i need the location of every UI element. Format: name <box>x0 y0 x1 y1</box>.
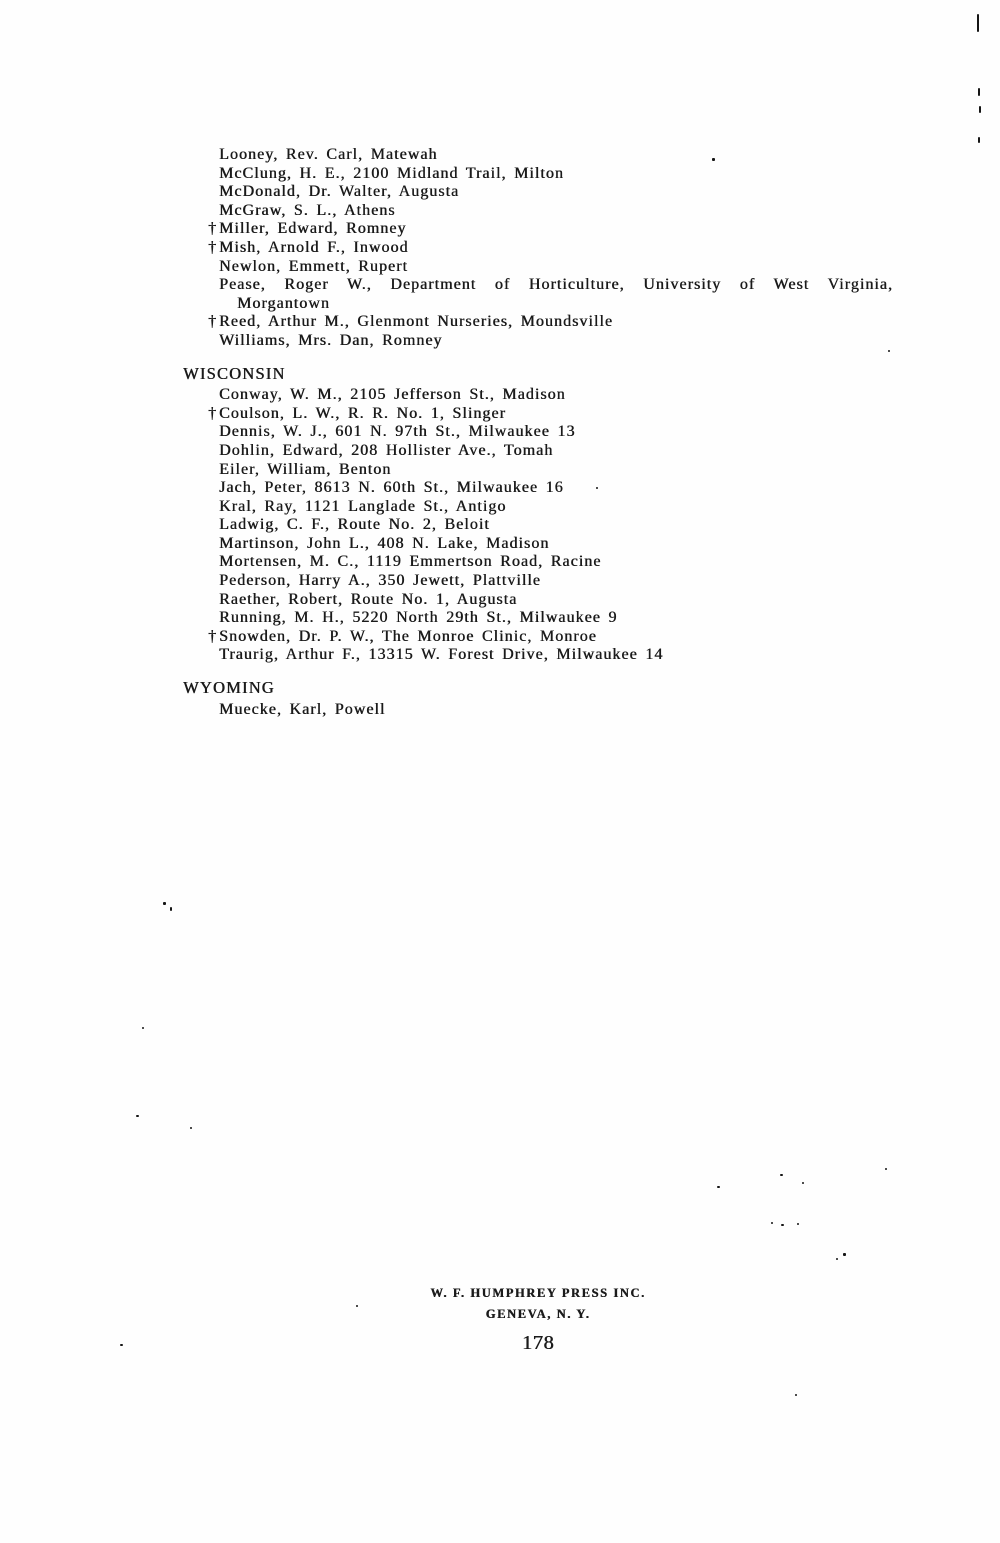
dagger-mark: † <box>208 313 218 331</box>
entry-text: Martinson, John L., 408 N. Lake, Madison <box>219 534 550 552</box>
scan-speck <box>170 907 172 911</box>
directory-entry <box>208 627 897 647</box>
directory-entry <box>219 479 897 498</box>
entry-continuation: Morgantown <box>237 294 330 312</box>
entry-text: Conway, W. M., 2105 Jefferson St., Madison <box>219 386 566 404</box>
directory-entry <box>219 461 897 480</box>
scan-speck <box>797 1223 799 1225</box>
scan-speck <box>978 137 980 143</box>
entry-text: Traurig, Arthur F., 13315 W. Forest Drive, Milwaukee 14 <box>219 646 664 664</box>
imprint <box>183 1286 893 1321</box>
scan-speck <box>978 88 980 96</box>
entry-text: Dohlin, Edward, 208 Hollister Ave., Tomah <box>219 441 554 459</box>
dagger-mark: † <box>208 404 218 422</box>
scan-speck <box>795 1394 797 1396</box>
directory-entry <box>219 332 897 351</box>
entry-text: Jach, Peter, 8613 N. 60th St., Milwaukee 16 <box>219 479 564 497</box>
scan-speck <box>836 1258 838 1260</box>
entry-text: Pederson, Harry A., 350 Jewett, Plattville <box>219 572 541 590</box>
directory-entry <box>219 442 897 461</box>
directory-entry <box>219 165 897 184</box>
directory-entry <box>219 535 897 554</box>
dagger-mark: † <box>208 238 218 256</box>
entry-text: Raether, Robert, Route No. 1, Augusta <box>219 590 518 608</box>
section-header: WYOMING <box>183 678 275 698</box>
entry-text: Coulson, L. W., R. R. No. 1, Slinger <box>219 404 506 422</box>
entry-text: McClung, H. E., 2100 Midland Trail, Milton <box>219 164 564 182</box>
scan-speck <box>802 1182 804 1184</box>
scan-speck <box>717 1186 720 1188</box>
directory-entry <box>219 498 897 517</box>
scan-speck <box>771 1222 773 1224</box>
directory-entry <box>219 183 897 202</box>
scan-speck <box>979 106 981 113</box>
entry-text: Snowden, Dr. P. W., The Monroe Clinic, Monroe <box>219 627 597 645</box>
directory-entry <box>219 572 897 591</box>
directory-entry <box>208 220 897 239</box>
directory-entry <box>219 646 897 665</box>
entry-text: Ladwig, C. F., Route No. 2, Beloit <box>219 516 490 534</box>
entry-text: Mish, Arnold F., Inwood <box>219 238 409 256</box>
entry-text: Dennis, W. J., 601 N. 97th St., Milwaukee 13 <box>219 423 576 441</box>
directory-entry <box>219 516 897 535</box>
entry-text: McGraw, S. L., Athens <box>219 201 396 219</box>
scan-speck <box>843 1253 846 1256</box>
entry-text: Pease, Roger W., Department of Horticulture, University of West Virginia, <box>219 276 893 294</box>
dagger-mark: † <box>208 627 218 645</box>
directory-entry <box>208 238 897 258</box>
scan-speck <box>356 1305 358 1307</box>
entry-text: Mortensen, M. C., 1119 Emmertson Road, Racine <box>219 553 602 571</box>
entry-text: Kral, Ray, 1121 Langlade St., Antigo <box>219 497 507 515</box>
scan-speck <box>596 487 598 489</box>
scan-speck <box>712 158 715 161</box>
entry-text: Eiler, William, Benton <box>219 460 392 478</box>
imprint-location: GENEVA, N. Y. <box>485 1307 591 1321</box>
page-number: 178 <box>521 1332 555 1354</box>
scan-speck <box>780 1174 783 1176</box>
dagger-mark: † <box>208 220 218 238</box>
directory-entry <box>208 404 897 424</box>
directory-entry <box>219 386 897 405</box>
directory <box>183 146 897 719</box>
directory-entry <box>219 146 897 165</box>
directory-entry <box>208 313 897 332</box>
scan-speck <box>885 1168 887 1170</box>
scan-speck <box>136 1115 139 1117</box>
directory-entry <box>219 591 897 610</box>
directory-entry <box>219 701 897 720</box>
section-header: WISCONSIN <box>183 363 286 383</box>
imprint-publisher: W. F. HUMPHREY PRESS INC. <box>430 1286 646 1300</box>
entry-text: Miller, Edward, Romney <box>219 220 407 238</box>
scan-speck <box>781 1224 784 1226</box>
entry-text: Williams, Mrs. Dan, Romney <box>219 331 443 349</box>
entry-text: Reed, Arthur M., Glenmont Nurseries, Moundsville <box>219 313 613 331</box>
entry-text: Looney, Rev. Carl, Matewah <box>219 146 438 163</box>
scan-speck <box>120 1344 123 1346</box>
scan-speck <box>977 14 979 32</box>
scan-speck <box>163 902 166 905</box>
scan-speck <box>190 1127 192 1129</box>
entry-text: Newlon, Emmett, Rupert <box>219 257 408 275</box>
scan-speck <box>888 350 890 352</box>
directory-entry <box>219 202 897 221</box>
scan-speck <box>142 1027 144 1029</box>
directory-entry <box>219 553 897 572</box>
directory-entry <box>219 276 893 295</box>
directory-entry <box>219 258 897 277</box>
directory-entry <box>219 423 897 442</box>
entry-text: Running, M. H., 5220 North 29th St., Milwaukee 9 <box>219 609 618 627</box>
entry-text: Muecke, Karl, Powell <box>219 700 386 718</box>
directory-entry <box>219 609 897 628</box>
entry-text: McDonald, Dr. Walter, Augusta <box>219 183 460 201</box>
